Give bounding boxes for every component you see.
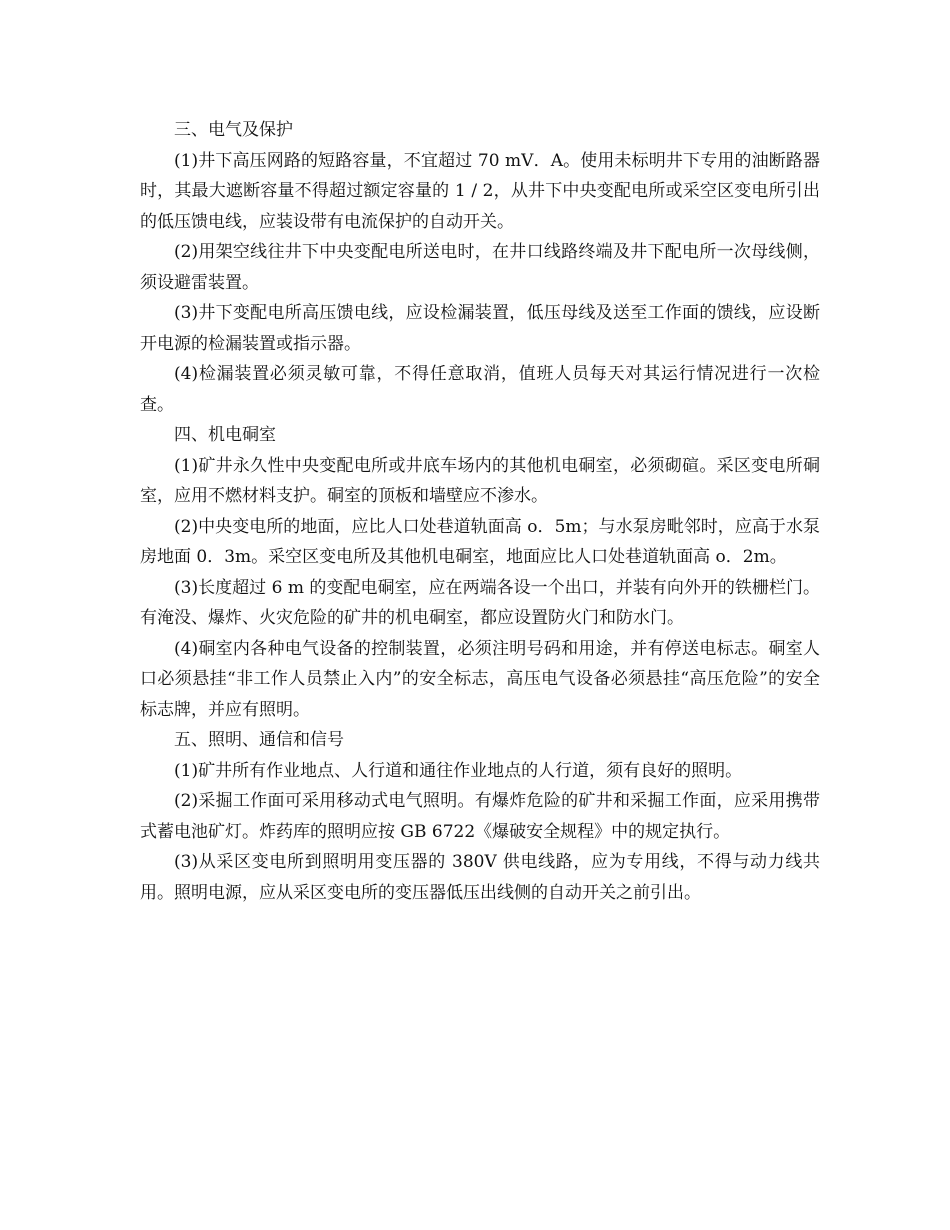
paragraph: (2)中央变电所的地面，应比人口处巷道轨面高 o．5m；与水泵房毗邻时，应高于水泵房地面 0．3m。采空区变电所及其他机电硐室，地面应比人口处巷道轨面高 o．2m。	[140, 516, 820, 567]
section-heading-lighting-communication-signals: 五、照明、通信和信号	[174, 730, 344, 750]
paragraph: (4)检漏装置必须灵敏可靠，不得任意取消，值班人员每天对其运行情况进行一次检查。	[140, 364, 820, 415]
paragraph: (3)井下变配电所高压馈电线，应设检漏装置，低压母线及送至工作面的馈线，应设断开电源的检漏装置或指示器。	[140, 303, 820, 354]
paragraph: (4)硐室内各种电气设备的控制装置，必须注明号码和用途，并有停送电标志。硐室人口必须悬挂“非工作人员禁止入内”的安全标志，高压电气设备必须悬挂“高压危险”的安全标志牌，并应有照明。	[140, 638, 820, 720]
paragraph: (2)用架空线往井下中央变配电所送电时，在井口线路终端及井下配电所一次母线侧，须设避雷装置。	[140, 242, 820, 293]
paragraph: (3)长度超过 6 m 的变配电硐室，应在两端各设一个出口，并装有向外开的铁栅栏门。有淹没、爆炸、火灾危险的矿井的机电硐室，都应设置防火门和防水门。	[140, 577, 820, 628]
section-heading-electromechanical-chamber: 四、机电硐室	[174, 425, 276, 445]
paragraph: (1)井下高压网路的短路容量，不宜超过 70 mV．A。使用未标明井下专用的油断路器时，其最大遮断容量不得超过额定容量的 1 / 2，从井下中央变配电所或采空区变电所引出的低压馈电线，应装设带有电流保护的自动开关。	[140, 150, 820, 232]
document-body	[140, 115, 820, 908]
section-heading-electrical-protection: 三、电气及保护	[174, 120, 293, 140]
paragraph: (1)矿井永久性中央变配电所或井底车场内的其他机电硐室，必须砌碹。采区变电所硐室，应用不燃材料支护。硐室的顶板和墙壁应不渗水。	[140, 455, 820, 506]
paragraph: (2)采掘工作面可采用移动式电气照明。有爆炸危险的矿井和采掘工作面，应采用携带式蓄电池矿灯。炸药库的照明应按 GB 6722《爆破安全规程》中的规定执行。	[140, 791, 820, 842]
paragraph: (1)矿井所有作业地点、人行道和通往作业地点的人行道，须有良好的照明。	[174, 760, 743, 781]
paragraph: (3)从采区变电所到照明用变压器的 380V 供电线路，应为专用线，不得与动力线共用。照明电源，应从采区变电所的变压器低压出线侧的自动开关之前引出。	[140, 852, 820, 903]
